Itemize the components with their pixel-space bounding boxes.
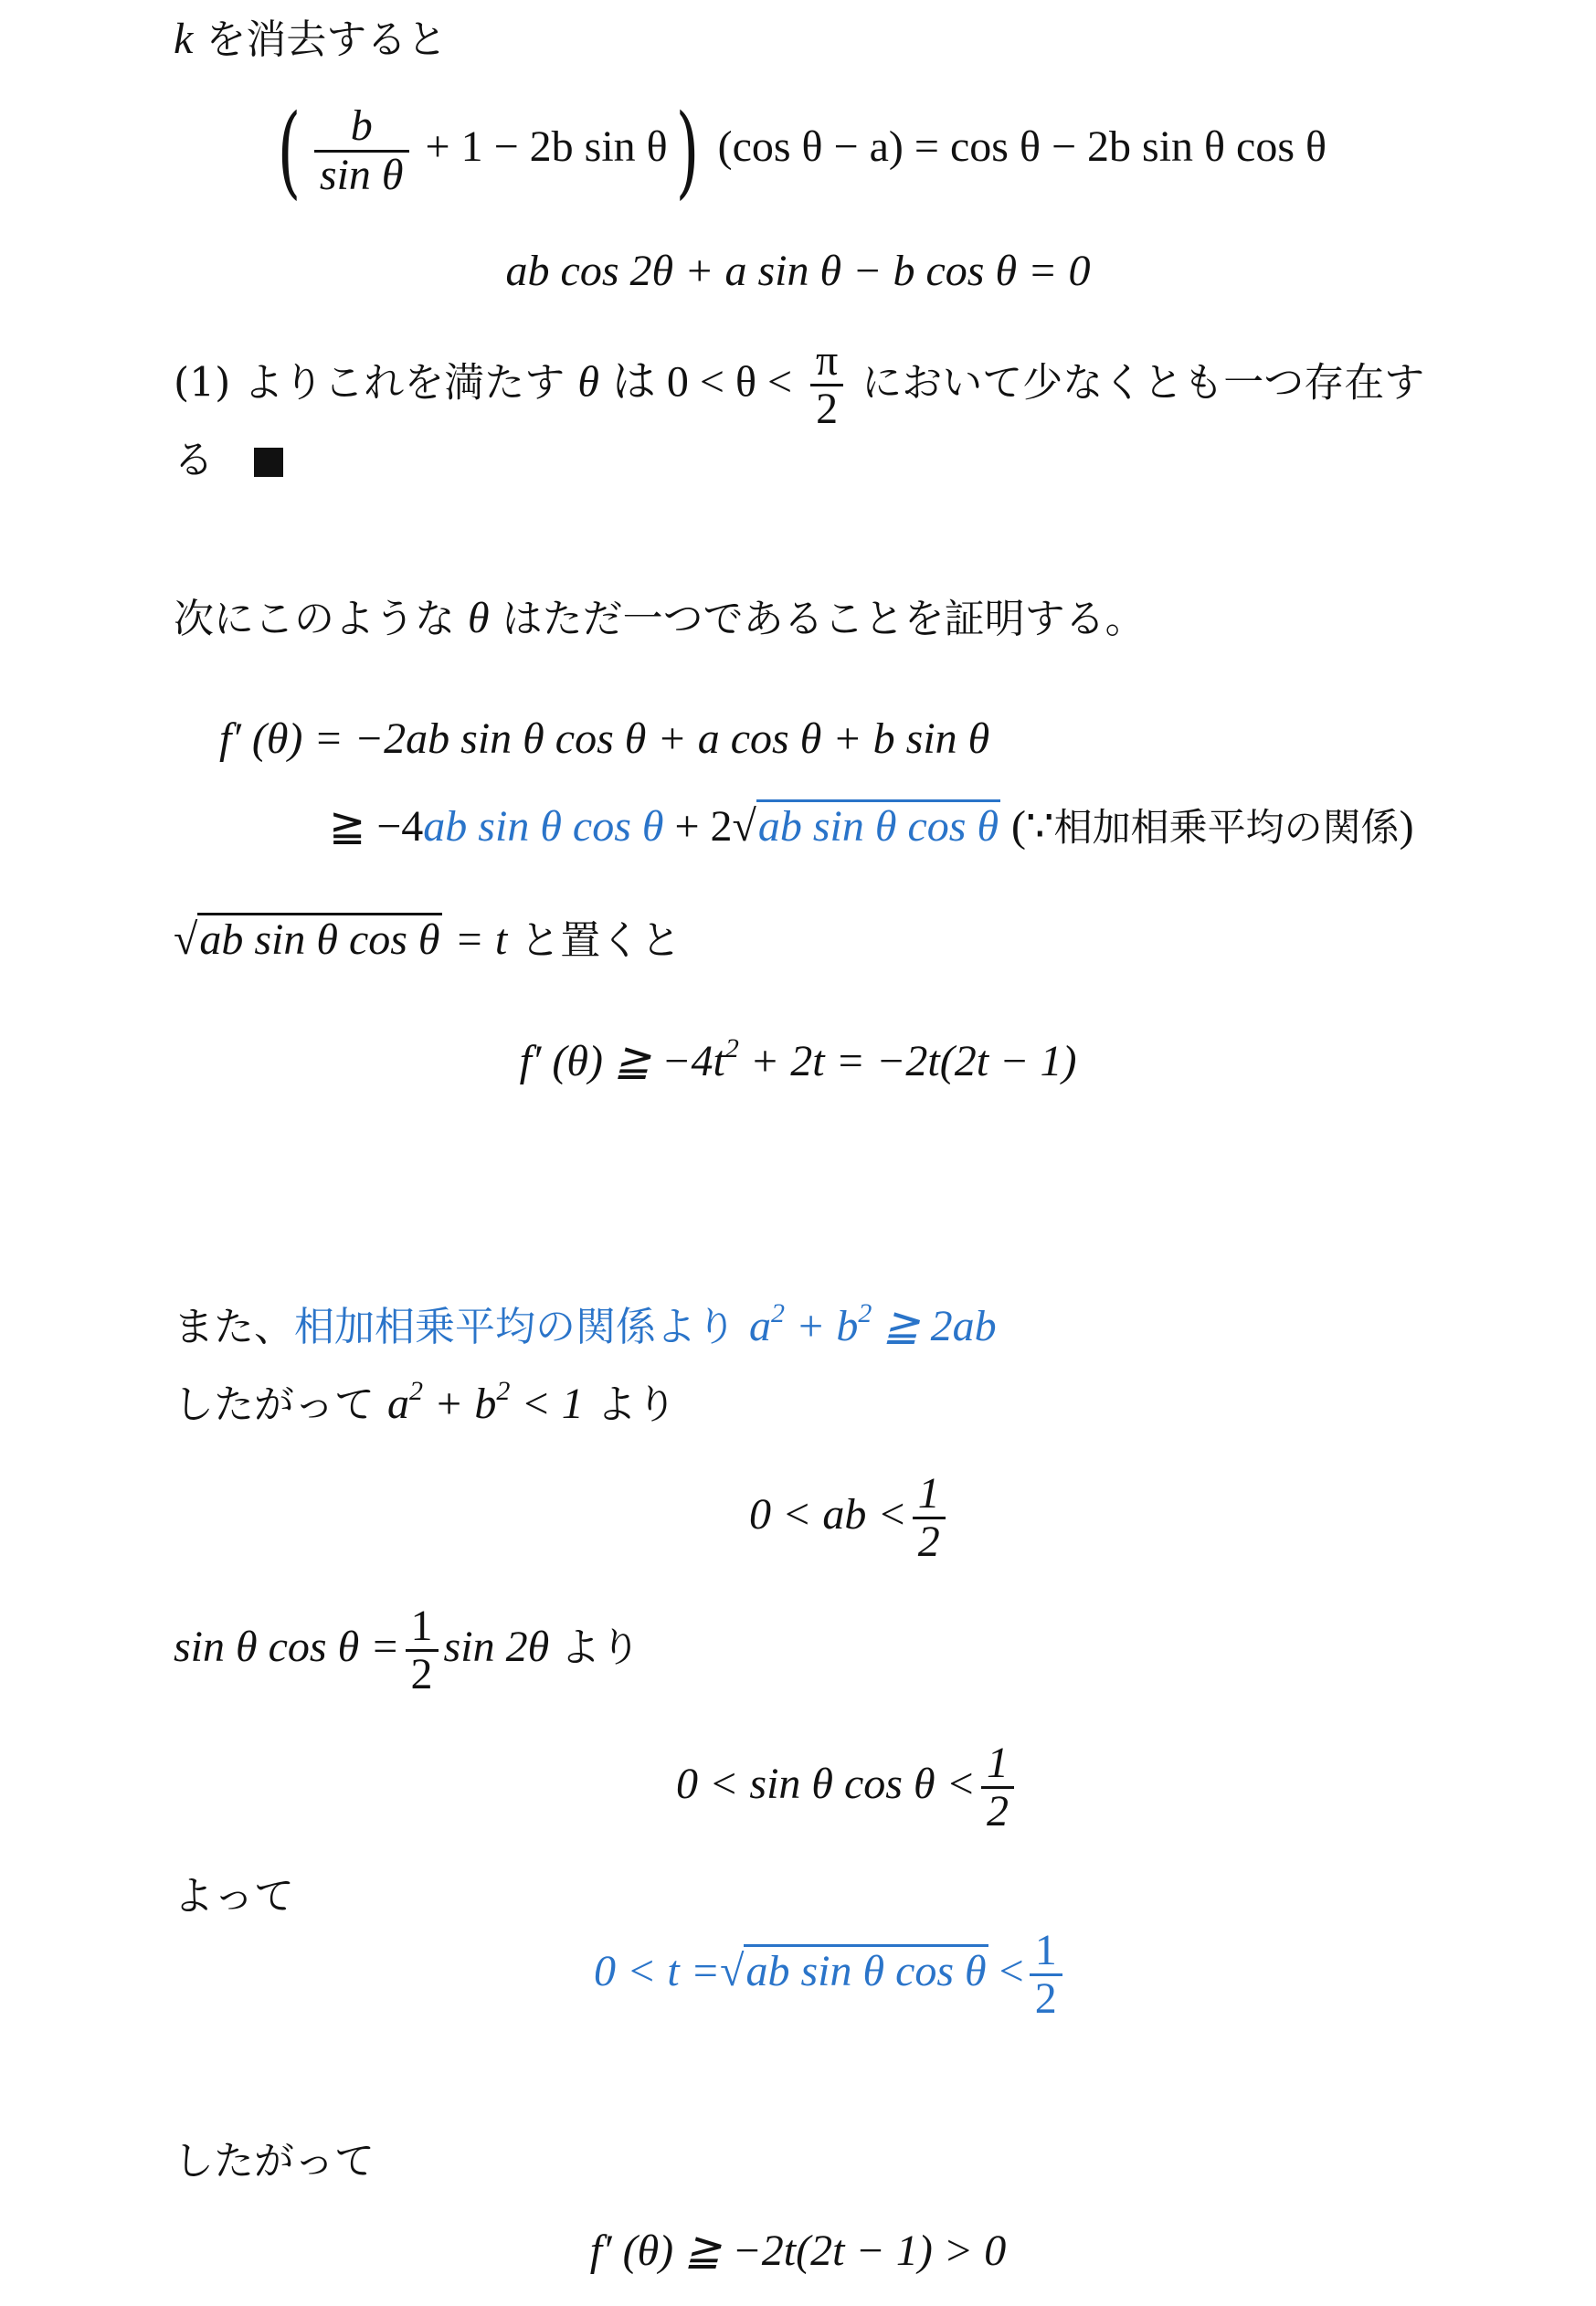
therefore-line: よって [174, 1873, 294, 1920]
eq5-lhs: 0 < ab < [749, 1489, 907, 1539]
bound-pre: したがって [174, 1381, 375, 1428]
equation-4 [0, 1032, 1596, 1088]
fraction-half: $\frac{1}{2}$ [913, 1471, 946, 1566]
amgm-blue-text: 相加相乗平均の関係より [294, 1304, 736, 1350]
paren-close: ) [675, 92, 699, 209]
eq1-rest: (cos θ − a) = cos θ − 2b sin θ cos θ [717, 122, 1326, 172]
blue-term: ab sin θ cos θ [423, 802, 664, 851]
da-rhs: sin 2θ [443, 1622, 550, 1671]
theta-symbol-2: θ [468, 594, 490, 642]
sub-eq: = t [454, 915, 508, 964]
amgm-line [174, 1297, 997, 1353]
amgm-ineq: $a^2 + b^2$ ≧ 2ab [749, 1298, 997, 1350]
existence-cont [174, 437, 283, 485]
bound-ineq: $a^2 + b^2 < 1$ [387, 1376, 584, 1428]
paren-open: ( [277, 92, 301, 209]
amgm-pre: また、 [174, 1304, 294, 1350]
bound-line [174, 1375, 677, 1431]
fraction-pi-over-2: $\frac{\pi}{2}$ [810, 338, 843, 433]
qed-mark [254, 448, 283, 477]
bound-post: より [596, 1381, 677, 1428]
existence-line [174, 338, 1424, 433]
sqrt-term: √ab sin θ cos θ [733, 800, 1001, 853]
sub-post: と置くと [520, 917, 682, 964]
geq-minus4: ≧ −4 [329, 802, 424, 851]
eq7-lhs: 0 < t = [594, 1946, 721, 1995]
reason-text: 相加相乗平均の関係 [1053, 805, 1400, 850]
sqrt-sub: √ab sin θ cos θ [174, 914, 442, 967]
eq7-lt: < [999, 1946, 1024, 1995]
fraction-b-over-sin: $\frac{b}{\text{sin θ}}$ [314, 103, 409, 198]
da-post: より [560, 1624, 641, 1671]
eq7-sqrt: √ab sin θ cos θ [720, 1945, 988, 1998]
equation-7 [594, 1928, 1068, 2023]
existence-cont-text: る [174, 437, 214, 483]
eq4-rest: + 2t = −2t(2t − 1) [749, 1037, 1077, 1085]
eq4-part1: f′ (θ) ≧ −4t [519, 1037, 725, 1085]
var-k: k [174, 15, 194, 63]
existence-range: は 0 < θ < [611, 357, 793, 407]
equation-8: f′ (θ) ≧ −2t(2t − 1) > 0 [589, 2227, 1007, 2275]
uniqueness-pre: 次にこのような [174, 596, 455, 642]
equation-1 [0, 92, 1596, 209]
uniqueness-line [174, 592, 1146, 645]
theta-symbol: θ [577, 357, 599, 407]
eq1-mid: + 1 − 2b sin θ [425, 122, 668, 172]
double-angle-line [174, 1603, 640, 1698]
intro-text: を消去すると [206, 16, 448, 63]
fraction-half-2: $\frac{1}{2}$ [406, 1603, 439, 1698]
existence-post: において少なくとも一つ存在す [861, 359, 1425, 407]
equation-3-line1: f′ (θ) = −2ab sin θ cos θ + a cos θ + b sin θ [219, 714, 990, 763]
substitution-line [174, 914, 681, 967]
equation-3-line2 [329, 800, 1414, 853]
plus-2: + 2 [674, 802, 733, 851]
reason-close: ) [1399, 802, 1414, 851]
reason-open: (∵ [1011, 802, 1054, 851]
fraction-half-4: $\frac{1}{2}$ [1030, 1928, 1062, 2023]
equation-2: ab cos 2θ + a sin θ − b cos θ = 0 [505, 247, 1091, 295]
equation-5 [749, 1471, 951, 1566]
da-lhs: sin θ cos θ = [174, 1622, 400, 1671]
eq4-sup: 2 [724, 1033, 739, 1063]
equation-6 [676, 1740, 1020, 1835]
hence-line: したがって [174, 2138, 375, 2184]
fraction-half-3: $\frac{1}{2}$ [981, 1740, 1014, 1835]
existence-pre: (1) よりこれを満たす [174, 359, 565, 407]
eq6-lhs: 0 < sin θ cos θ < [676, 1759, 976, 1808]
uniqueness-post: はただ一つであることを証明する。 [502, 596, 1146, 642]
intro-line [174, 13, 447, 66]
